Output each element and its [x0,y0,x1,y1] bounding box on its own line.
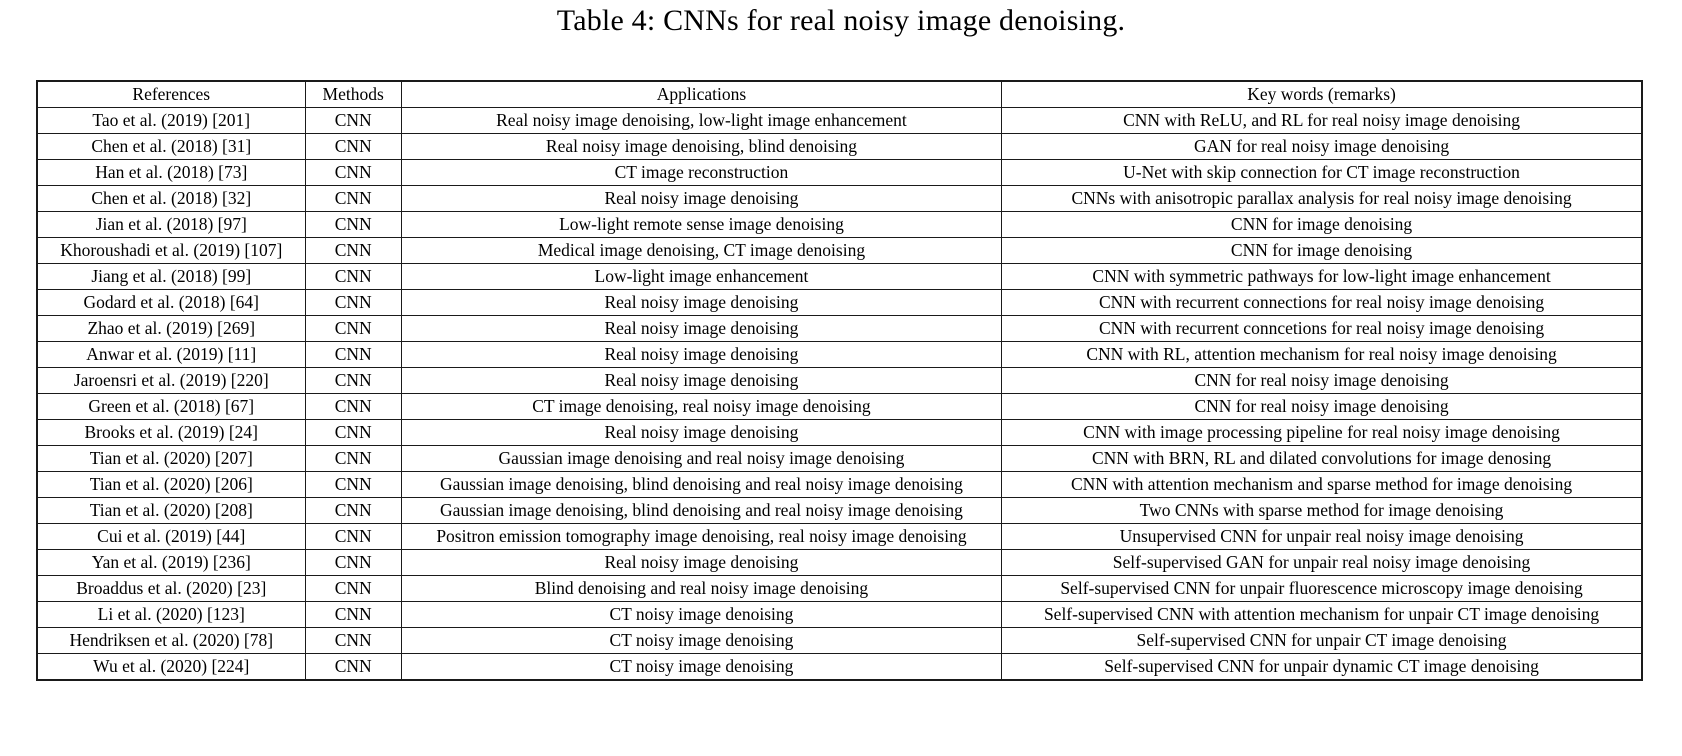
table-cell: Cui et al. (2019) [44] [37,524,305,550]
table-cell: CNN [305,212,401,238]
table-cell: CNN [305,264,401,290]
table-cell: Real noisy image denoising, blind denoising [401,134,1001,160]
table-cell: CNN with attention mechanism and sparse method for image denoising [1002,472,1642,498]
table-cell: CNN [305,550,401,576]
table-cell: CNN with BRN, RL and dilated convolutions for image denosing [1002,446,1642,472]
table-row [37,290,1642,316]
table-cell: Tian et al. (2020) [206] [37,472,305,498]
table-cell: Wu et al. (2020) [224] [37,654,305,681]
table-cell: CNN [305,134,401,160]
table-row [37,316,1642,342]
table-cell: CNN [305,472,401,498]
table-cell: Unsupervised CNN for unpair real noisy image denoising [1002,524,1642,550]
table-cell: Positron emission tomography image denoising, real noisy image denoising [401,524,1001,550]
table-cell: Green et al. (2018) [67] [37,394,305,420]
table-cell: CNN [305,108,401,134]
table-cell: Yan et al. (2019) [236] [37,550,305,576]
table-cell: CT noisy image denoising [401,602,1001,628]
table-row [37,420,1642,446]
table-row [37,628,1642,654]
table-cell: Self-supervised CNN for unpair fluorescence microscopy image denoising [1002,576,1642,602]
table-cell: CNN with ReLU, and RL for real noisy image denoising [1002,108,1642,134]
table-row [37,550,1642,576]
table-cell: Gaussian image denoising, blind denoising and real noisy image denoising [401,472,1001,498]
column-header-methods: Methods [305,81,401,108]
table-cell: Self-supervised CNN with attention mechanism for unpair CT image denoising [1002,602,1642,628]
table-cell: Real noisy image denoising [401,316,1001,342]
table-cell: Li et al. (2020) [123] [37,602,305,628]
table-cell: CNN [305,498,401,524]
table-cell: Real noisy image denoising [401,368,1001,394]
table-cell: CNN for real noisy image denoising [1002,368,1642,394]
table-cell: CNN [305,368,401,394]
table-cell: CNN [305,238,401,264]
table-cell: CNN [305,316,401,342]
table-row [37,602,1642,628]
table-cell: CNN [305,602,401,628]
table-cell: Jian et al. (2018) [97] [37,212,305,238]
table-cell: CNN [305,342,401,368]
table-cell: Blind denoising and real noisy image denoising [401,576,1001,602]
table-row [37,238,1642,264]
table-row [37,342,1642,368]
table-cell: CNN [305,628,401,654]
table-cell: CNN with recurrent connections for real noisy image denoising [1002,290,1642,316]
table-cell: Gaussian image denoising and real noisy image denoising [401,446,1001,472]
table-cell: CNN [305,576,401,602]
table-cell: Real noisy image denoising [401,550,1001,576]
table-cell: CNN with image processing pipeline for real noisy image denoising [1002,420,1642,446]
table-row [37,186,1642,212]
table-row [37,524,1642,550]
table-cell: Brooks et al. (2019) [24] [37,420,305,446]
table-cell: CT noisy image denoising [401,628,1001,654]
table-cell: Real noisy image denoising [401,290,1001,316]
table-cell: U-Net with skip connection for CT image reconstruction [1002,160,1642,186]
table-cell: Self-supervised CNN for unpair dynamic CT image denoising [1002,654,1642,681]
table-cell: Gaussian image denoising, blind denoising and real noisy image denoising [401,498,1001,524]
table-row [37,576,1642,602]
table-row [37,108,1642,134]
table-cell: CNN [305,524,401,550]
table-cell: CNN [305,654,401,681]
table-cell: CNN [305,290,401,316]
table-cell: Broaddus et al. (2020) [23] [37,576,305,602]
table-cell: CNN [305,394,401,420]
table-cell: CNN for image denoising [1002,212,1642,238]
table-cell: Real noisy image denoising [401,186,1001,212]
table-cell: Khoroushadi et al. (2019) [107] [37,238,305,264]
cnn-denoising-table [36,80,1643,681]
table-cell: Self-supervised GAN for unpair real noisy image denoising [1002,550,1642,576]
table-cell: Real noisy image denoising [401,420,1001,446]
column-header-references: References [37,81,305,108]
table-row [37,264,1642,290]
table-cell: Han et al. (2018) [73] [37,160,305,186]
table-cell: CNN [305,420,401,446]
table-cell: CNN with RL, attention mechanism for real noisy image denoising [1002,342,1642,368]
table-cell: Medical image denoising, CT image denoising [401,238,1001,264]
table-row [37,472,1642,498]
table-cell: Tao et al. (2019) [201] [37,108,305,134]
table-cell: CNN [305,186,401,212]
table-cell: Zhao et al. (2019) [269] [37,316,305,342]
table-cell: Jaroensri et al. (2019) [220] [37,368,305,394]
table-cell: Low-light image enhancement [401,264,1001,290]
table-cell: GAN for real noisy image denoising [1002,134,1642,160]
column-header-applications: Applications [401,81,1001,108]
table-cell: CNN with symmetric pathways for low-light image enhancement [1002,264,1642,290]
table-row [37,446,1642,472]
table-cell: Chen et al. (2018) [32] [37,186,305,212]
table-row [37,368,1642,394]
table-cell: Low-light remote sense image denoising [401,212,1001,238]
table-cell: Chen et al. (2018) [31] [37,134,305,160]
table-cell: CNN with recurrent conncetions for real noisy image denoising [1002,316,1642,342]
table-cell: CNN [305,446,401,472]
table-header-row [37,81,1642,108]
table-cell: Two CNNs with sparse method for image denoising [1002,498,1642,524]
table-cell: Real noisy image denoising [401,342,1001,368]
table-cell: Tian et al. (2020) [208] [37,498,305,524]
table-cell: Real noisy image denoising, low-light image enhancement [401,108,1001,134]
table-row [37,212,1642,238]
table-row [37,394,1642,420]
table-cell: Tian et al. (2020) [207] [37,446,305,472]
table-cell: CNN [305,160,401,186]
table-cell: Godard et al. (2018) [64] [37,290,305,316]
table-cell: CT image denoising, real noisy image denoising [401,394,1001,420]
table-caption: Table 4: CNNs for real noisy image denoising. [556,4,1126,37]
column-header-key-words-remarks: Key words (remarks) [1002,81,1642,108]
table-cell: Anwar et al. (2019) [11] [37,342,305,368]
table-row [37,498,1642,524]
table-cell: CNN for real noisy image denoising [1002,394,1642,420]
table-cell: CT image reconstruction [401,160,1001,186]
table-row [37,134,1642,160]
table-cell: Jiang et al. (2018) [99] [37,264,305,290]
table-cell: CNNs with anisotropic parallax analysis for real noisy image denoising [1002,186,1642,212]
table-row [37,160,1642,186]
table-cell: Hendriksen et al. (2020) [78] [37,628,305,654]
table-cell: Self-supervised CNN for unpair CT image denoising [1002,628,1642,654]
table-cell: CT noisy image denoising [401,654,1001,681]
table-row [37,654,1642,681]
table-cell: CNN for image denoising [1002,238,1642,264]
